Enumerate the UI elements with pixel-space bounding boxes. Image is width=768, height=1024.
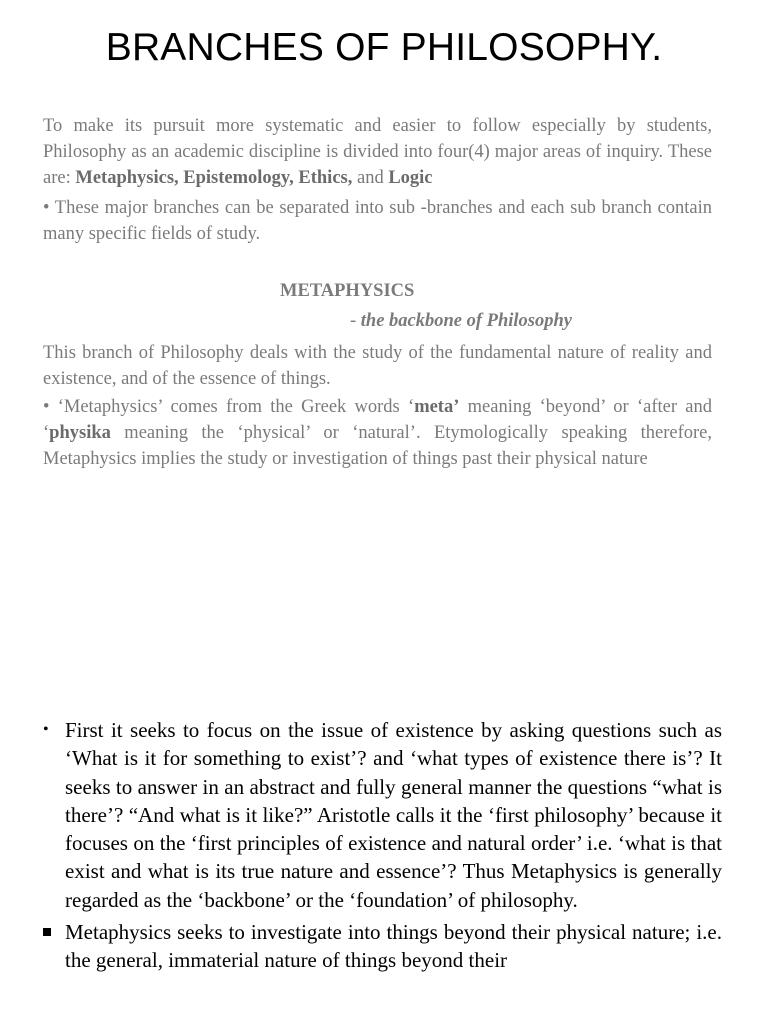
list-item-text: First it seeks to focus on the issue of existence by asking questions such as ‘What is it for something to exist’? and ‘what types of existence there is’? It seeks to answer in an abstract and fully general manner the questions “what is there’? “And what is it like?” Aristotle calls it the ‘first philosophy’ because it focuses on the ‘first principles of existence and natural order’ i.e. ‘what is that exist and what is its true nature and essence’? Thus Metaphysics is generally regarded as the ‘backbone’ or the ‘foundation’ of philosophy. <box>65 718 722 912</box>
subheading-text: the backbone of Philosophy <box>360 311 573 331</box>
term-physika: physika <box>49 423 111 443</box>
branch-terms: Metaphysics, Epistemology, Ethics, <box>75 168 353 188</box>
intro-paragraph <box>43 113 712 191</box>
bullet-list <box>43 716 722 979</box>
page-title: BRANCHES OF PHILOSOPHY. <box>105 26 663 69</box>
sub-branches-note: • These major branches can be separated into sub -branches and each sub branch contain many specific fields of study. <box>43 198 712 244</box>
etymology-text-2: meaning ‘beyond’ or ‘after and ‘ <box>43 397 712 443</box>
metaphysics-etymology <box>43 394 712 472</box>
square-bullet-icon <box>43 918 57 946</box>
metaphysics-definition: This branch of Philosophy deals with the study of the fundamental nature of reality and existence, and of the essence of things. <box>43 343 712 389</box>
term-meta: meta’ <box>414 397 460 417</box>
bullet-marker: • <box>43 721 49 738</box>
list-item <box>43 716 722 914</box>
intro-and-text: and <box>352 168 389 188</box>
intro-lead-text: To make its pursuit more systematic and easier to follow especially by students, Philosophy as an academic discipline is divided into four(4) major areas of inquiry. These are: <box>43 116 712 188</box>
section-heading-metaphysics: METAPHYSICS <box>280 281 415 301</box>
list-item <box>43 918 722 975</box>
subheading-dash: - <box>350 311 361 331</box>
branch-logic: Logic <box>388 168 433 188</box>
section-subheading <box>350 311 572 332</box>
etymology-text-1: • ‘Metaphysics’ comes from the Greek words ‘ <box>43 397 415 417</box>
list-item-text: Metaphysics seeks to investigate into things beyond their physical nature; i.e. the general, immaterial nature of things beyond their <box>65 920 722 973</box>
etymology-text-3: meaning the ‘physical’ or ‘natural’. Etymologically speaking therefore, Metaphysics implies the study or investigation of things past their physical nature <box>43 423 712 469</box>
